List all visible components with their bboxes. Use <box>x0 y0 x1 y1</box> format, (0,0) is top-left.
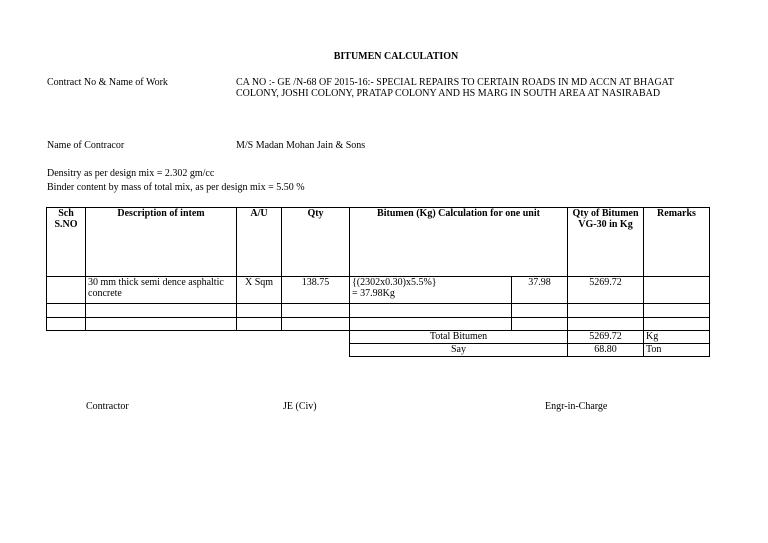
say-label: Say <box>350 344 568 357</box>
table-row <box>47 304 710 318</box>
cell-formula: {(2302x0.30)x5.5%} = 37.98Kg <box>350 277 512 304</box>
say-value: 68.80 <box>568 344 644 357</box>
table-row <box>47 318 710 331</box>
page-title: BITUMEN CALCULATION <box>333 51 459 62</box>
signature-je: JE (Civ) <box>283 401 317 412</box>
header-description: Description of intem <box>86 208 237 277</box>
header-au: A/U <box>237 208 282 277</box>
say-unit: Ton <box>644 344 710 357</box>
cell-qty-bitumen: 5269.72 <box>568 277 644 304</box>
header-bitumen-calc: Bitumen (Kg) Calculation for one unit <box>350 208 568 277</box>
table-header-row <box>47 208 710 277</box>
cell-remarks <box>644 277 710 304</box>
header-qty: Qty <box>282 208 350 277</box>
cell-unit-value: 37.98 <box>512 277 568 304</box>
signature-contractor: Contractor <box>86 401 129 412</box>
total-value: 5269.72 <box>568 331 644 344</box>
header-remarks: Remarks <box>644 208 710 277</box>
bitumen-table <box>46 207 710 357</box>
contractor-value: M/S Madan Mohan Jain & Sons <box>236 140 366 151</box>
contractor-label: Name of Contracor <box>47 140 125 151</box>
say-row <box>47 344 710 357</box>
header-sch: Sch S.NO <box>47 208 86 277</box>
binder-text: Binder content by mass of total mix, as per design mix = 5.50 % <box>47 182 305 193</box>
total-unit: Kg <box>644 331 710 344</box>
cell-sch <box>47 277 86 304</box>
density-text: Densitry as per design mix = 2.302 gm/cc <box>47 168 215 179</box>
signature-engr: Engr-in-Charge <box>545 401 608 412</box>
table-row <box>47 277 710 304</box>
contract-value-line1: CA NO :- GE /N-68 OF 2015-16:- SPECIAL REPAIRS TO CERTAIN ROADS IN MD ACCN AT BHAGAT <box>236 77 674 88</box>
cell-qty: 138.75 <box>282 277 350 304</box>
cell-au: X Sqm <box>237 277 282 304</box>
total-label: Total Bitumen <box>350 331 568 344</box>
header-qty-bitumen: Qty of Bitumen VG-30 in Kg <box>568 208 644 277</box>
contract-label: Contract No & Name of Work <box>47 77 168 88</box>
total-row <box>47 331 710 344</box>
cell-description: 30 mm thick semi dence asphaltic concrete <box>86 277 237 304</box>
contract-value-line2: COLONY, JOSHI COLONY, PRATAP COLONY AND HS MARG IN SOUTH AREA AT NASIRABAD <box>236 88 661 99</box>
